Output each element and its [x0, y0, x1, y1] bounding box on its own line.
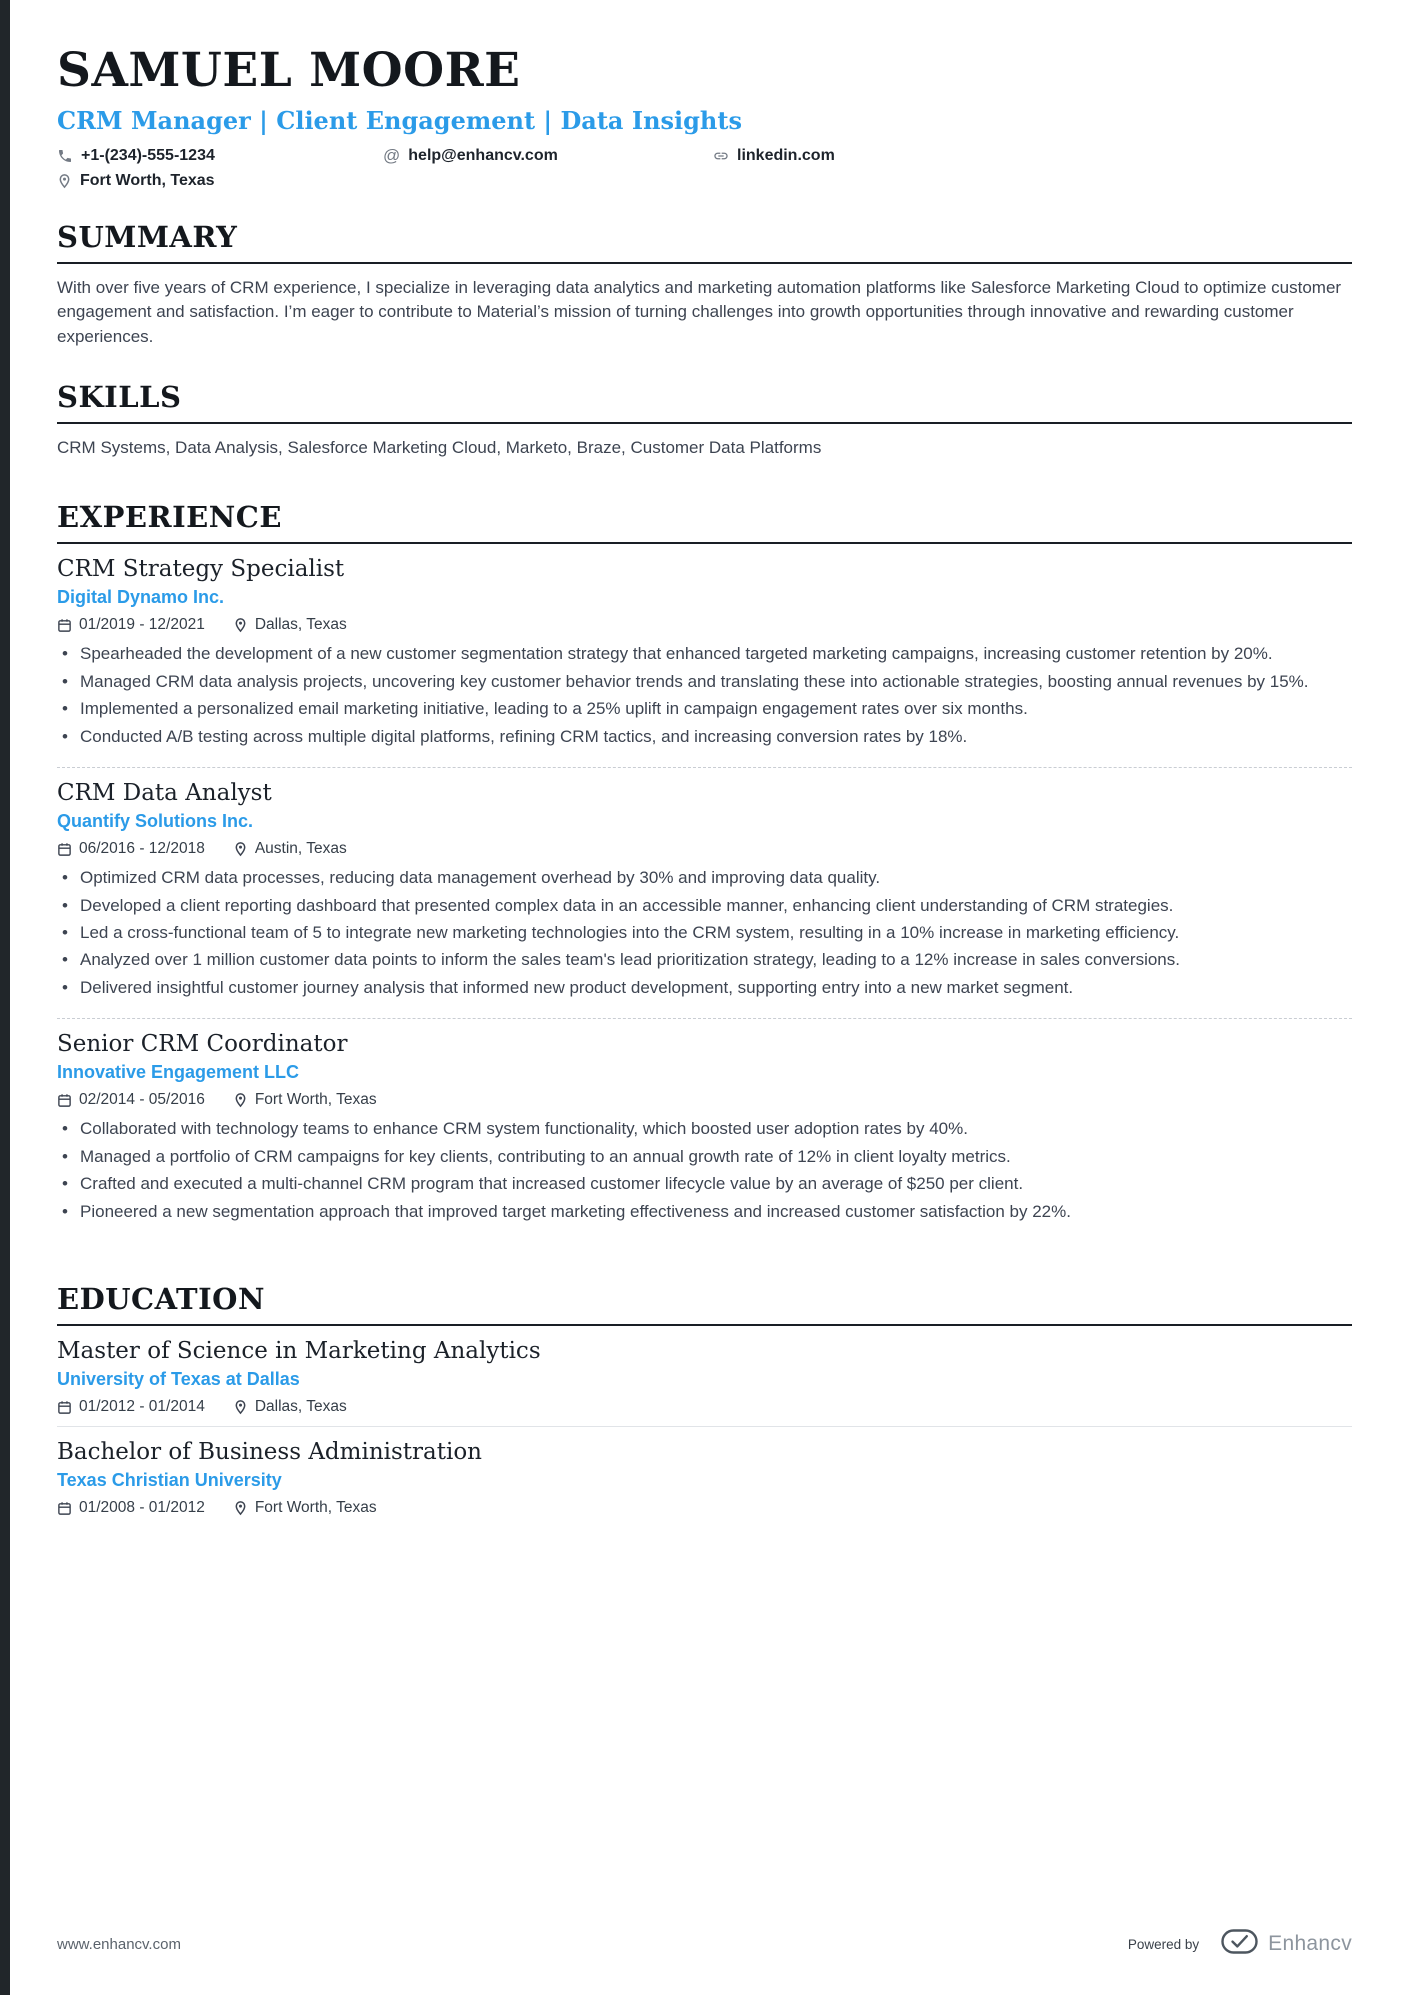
degree-location-item — [233, 1499, 377, 1517]
skills-section — [57, 380, 1352, 461]
enhancv-site-link[interactable]: www.enhancv.com — [57, 1935, 181, 1953]
job-location-item — [233, 840, 347, 858]
experience-jobs — [57, 544, 1352, 1242]
job-bullet: • Managed a portfolio of CRM campaigns for key clients, contributing to an annual growth rate of 12% in client loyalty metrics. — [57, 1146, 1352, 1168]
location-pin-icon — [233, 1500, 248, 1516]
powered-by — [1128, 1929, 1352, 1959]
job-bullet: • Analyzed over 1 million customer data points to inform the sales team's lead prioritization strategy, leading to a 12% increase in sales conversions. — [57, 949, 1352, 971]
job-title: CRM Data Analyst — [57, 780, 272, 807]
calendar-icon — [57, 1400, 72, 1415]
job-location: Dallas, Texas — [254, 616, 347, 634]
degree-meta — [57, 1499, 1352, 1517]
contact-location — [57, 172, 383, 190]
degree-location-item — [233, 1398, 347, 1416]
calendar-icon — [57, 618, 72, 633]
job-bullet: • Developed a client reporting dashboard that presented complex data in an accessible manner, enhancing client understanding of CRM strategies. — [57, 895, 1352, 917]
job-bullet: • Led a cross-functional team of 5 to integrate new marketing technologies into the CRM system, resulting in a 10% increase in marketing efficiency. — [57, 922, 1352, 944]
job-bullets — [57, 867, 1352, 999]
phone-value: +1-(234)-555-1234 — [81, 146, 215, 164]
job-meta — [57, 616, 1352, 634]
linkedin-value[interactable]: linkedin.com — [737, 146, 835, 164]
job-bullet: • Managed CRM data analysis projects, uncovering key customer behavior trends and translating these into actionable strategies, boosting annual revenues by 15%. — [57, 671, 1352, 693]
contact-linkedin[interactable] — [713, 147, 1352, 165]
degree-meta — [57, 1398, 1352, 1416]
summary-heading: SUMMARY — [57, 220, 1352, 264]
link-icon — [713, 148, 729, 164]
contact-phone — [57, 147, 383, 165]
job-bullet: • Delivered insightful customer journey analysis that informed new product development, supporting entry into a new market segment. — [57, 977, 1352, 999]
left-accent-bar — [0, 0, 10, 1995]
degree-dates: 01/2008 - 01/2012 — [79, 1499, 205, 1516]
job-bullet: • Optimized CRM data processes, reducing data management overhead by 30% and improving data quality. — [57, 867, 1352, 889]
summary-text: With over five years of CRM experience, I specialize in leveraging data analytics and marketing automation platforms like Salesforce Marketing Cloud to optimize customer engagement and satisfaction. I’m eager to contribute to Material’s mission of turning challenges into growth opportunities through innovative and rewarding customer experiences. — [57, 277, 1342, 347]
contact-email[interactable] — [383, 147, 713, 165]
job-headline: CRM Manager | Client Engagement | Data Insights — [57, 105, 742, 135]
job-bullets — [57, 1118, 1352, 1223]
experience-job — [57, 1018, 1352, 1242]
calendar-icon — [57, 842, 72, 857]
candidate-name: SAMUEL MOORE — [57, 43, 521, 98]
enhancv-brand[interactable] — [1221, 1929, 1352, 1959]
job-meta — [57, 840, 1352, 858]
job-location: Fort Worth, Texas — [254, 1091, 377, 1109]
job-location-item — [233, 1091, 377, 1109]
job-dates: 06/2016 - 12/2018 — [79, 840, 205, 858]
job-dates: 02/2014 - 05/2016 — [79, 1091, 205, 1109]
location-pin-icon — [233, 1399, 248, 1415]
phone-icon — [57, 148, 73, 164]
job-bullet: • Conducted A/B testing across multiple digital platforms, refining CRM tactics, and increasing conversion rates by 18%. — [57, 726, 1352, 748]
education-heading: EDUCATION — [57, 1282, 1352, 1326]
degree-school: Texas Christian University — [57, 1470, 282, 1490]
enhancv-brand-name: Enhancv — [1268, 1932, 1352, 1955]
resume-header — [57, 43, 1352, 190]
education-list — [57, 1326, 1352, 1527]
at-icon: @ — [383, 146, 401, 166]
email-value[interactable]: help@enhancv.com — [408, 146, 558, 164]
education-entry — [57, 1326, 1352, 1426]
experience-job — [57, 544, 1352, 767]
page-footer — [57, 1929, 1352, 1959]
experience-section — [57, 500, 1352, 1242]
degree-dates-item — [57, 1499, 205, 1517]
location-pin-icon — [57, 173, 72, 189]
job-company: Innovative Engagement LLC — [57, 1062, 300, 1083]
job-bullets — [57, 643, 1352, 748]
experience-heading: EXPERIENCE — [57, 500, 1352, 544]
degree-location: Fort Worth, Texas — [254, 1499, 377, 1516]
degree-dates: 01/2012 - 01/2014 — [79, 1398, 205, 1415]
job-location: Austin, Texas — [254, 840, 347, 858]
education-entry — [57, 1426, 1352, 1527]
location-pin-icon — [233, 617, 248, 633]
job-bullet: • Collaborated with technology teams to enhance CRM system functionality, which boosted user adoption rates by 40%. — [57, 1118, 1352, 1140]
job-company: Quantify Solutions Inc. — [57, 811, 254, 832]
experience-job — [57, 767, 1352, 1018]
job-meta — [57, 1091, 1352, 1109]
location-pin-icon — [233, 841, 248, 857]
job-dates-item — [57, 616, 205, 634]
skills-heading: SKILLS — [57, 380, 1352, 424]
degree-dates-item — [57, 1398, 205, 1416]
contact-info — [57, 147, 1352, 190]
job-bullet: • Spearheaded the development of a new customer segmentation strategy that enhanced targeted marketing campaigns, increasing customer retention by 20%. — [57, 643, 1352, 665]
job-dates-item — [57, 1091, 205, 1109]
education-section — [57, 1282, 1352, 1527]
degree-school: University of Texas at Dallas — [57, 1369, 300, 1389]
job-title: Senior CRM Coordinator — [57, 1031, 348, 1058]
job-location-item — [233, 616, 347, 634]
location-value: Fort Worth, Texas — [80, 171, 215, 189]
location-pin-icon — [233, 1092, 248, 1108]
degree-title: Master of Science in Marketing Analytics — [57, 1338, 541, 1364]
enhancv-logo-icon — [1221, 1929, 1258, 1959]
job-bullet: • Crafted and executed a multi-channel CRM program that increased customer lifecycle value by an average of $250 per client. — [57, 1173, 1352, 1195]
job-bullet: • Pioneered a new segmentation approach that improved target marketing effectiveness and increased customer satisfaction by 22%. — [57, 1201, 1352, 1223]
job-dates: 01/2019 - 12/2021 — [79, 616, 205, 634]
powered-by-label: Powered by — [1127, 1936, 1200, 1952]
job-company: Digital Dynamo Inc. — [57, 587, 225, 608]
calendar-icon — [57, 1093, 72, 1108]
job-bullet: • Implemented a personalized email marketing initiative, leading to a 25% uplift in campaign engagement rates over six months. — [57, 698, 1352, 720]
degree-title: Bachelor of Business Administration — [57, 1439, 482, 1465]
skills-text: CRM Systems, Data Analysis, Salesforce Marketing Cloud, Marketo, Braze, Customer Data Platforms — [57, 437, 822, 457]
calendar-icon — [57, 1501, 72, 1516]
job-dates-item — [57, 840, 205, 858]
degree-location: Dallas, Texas — [254, 1398, 347, 1415]
job-title: CRM Strategy Specialist — [57, 556, 345, 583]
summary-section — [57, 220, 1352, 350]
